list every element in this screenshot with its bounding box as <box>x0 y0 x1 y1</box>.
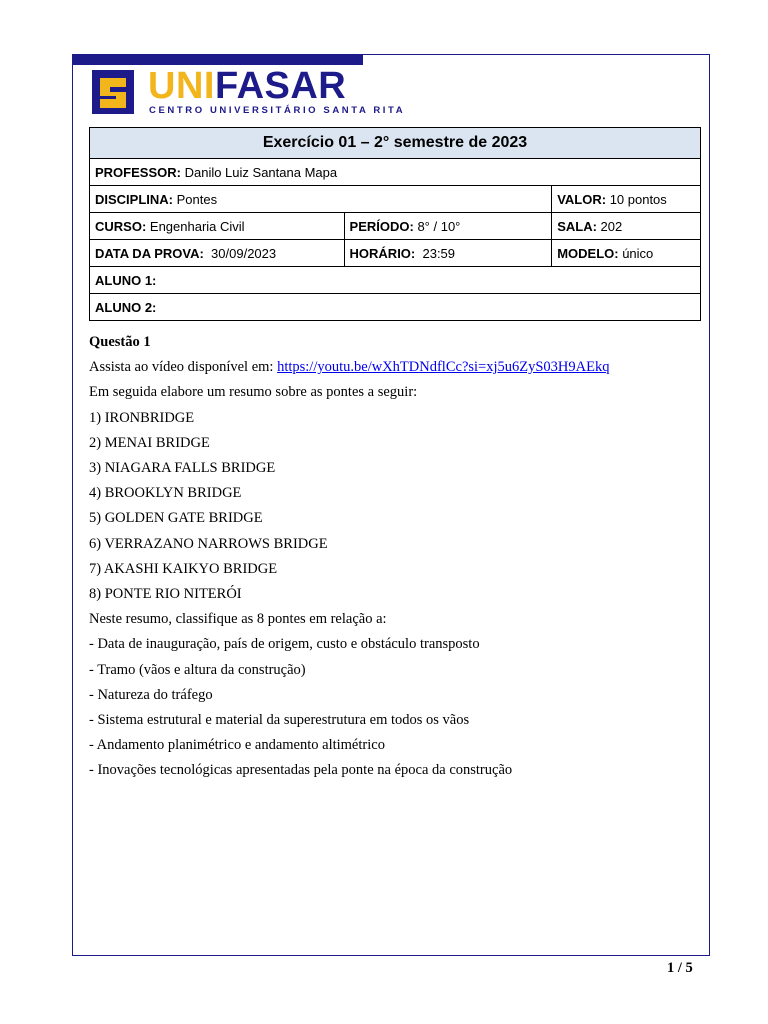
video-intro-text: Assista ao vídeo disponível em: <box>89 359 274 376</box>
data-prova-value: 30/09/2023 <box>211 245 277 261</box>
horario-label: HORÁRIO: <box>349 245 416 261</box>
aluno1-label: ALUNO 1: <box>95 272 157 288</box>
aluno2-cell[interactable] <box>90 294 701 321</box>
criteria-item: - Data de inauguração, país de origem, custo e obstáculo transposto <box>89 636 480 653</box>
periodo-cell <box>344 213 552 240</box>
criteria-item: - Andamento planimétrico e andamento altimétrico <box>89 737 385 754</box>
professor-cell <box>90 159 701 186</box>
classify-intro: Neste resumo, classifique as 8 pontes em relação a: <box>89 611 387 628</box>
curso-label: CURSO: <box>95 218 147 234</box>
data-prova-cell <box>90 240 345 267</box>
data-prova-label: DATA DA PROVA: <box>95 245 204 261</box>
sala-value: 202 <box>600 218 623 234</box>
logo-uni-text: UNI <box>148 65 215 107</box>
bridge-item: 6) VERRAZANO NARROWS BRIDGE <box>89 535 328 552</box>
criteria-item: - Tramo (vãos e altura da construção) <box>89 661 306 678</box>
question-content <box>89 330 701 784</box>
bridge-item: 5) GOLDEN GATE BRIDGE <box>89 510 263 527</box>
valor-cell <box>552 186 701 213</box>
unifasar-logo <box>92 65 406 118</box>
modelo-label: MODELO: <box>557 245 619 261</box>
logo-subtitle: CENTRO UNIVERSITÁRIO SANTA RITA <box>149 105 406 116</box>
video-instruction <box>89 355 701 380</box>
horario-cell <box>344 240 552 267</box>
periodo-value: 8° / 10° <box>417 218 461 234</box>
modelo-value: único <box>622 245 654 261</box>
logo-wordmark <box>148 64 346 108</box>
exam-title: Exercício 01 – 2° semestre de 2023 <box>90 128 701 159</box>
bridge-item: 4) BROOKLYN BRIDGE <box>89 485 242 502</box>
disciplina-label: DISCIPLINA: <box>95 191 173 207</box>
video-link[interactable]: https://youtu.be/wXhTDNdflCc?si=xj5u6ZyS03H9AEkq <box>277 359 610 376</box>
summary-instruction: Em seguida elabore um resumo sobre as pontes a seguir: <box>89 384 418 401</box>
bridge-item: 1) IRONBRIDGE <box>89 409 195 426</box>
valor-label: VALOR: <box>557 191 607 207</box>
bridge-item: 8) PONTE RIO NITERÓI <box>89 586 242 603</box>
disciplina-cell <box>90 186 552 213</box>
sala-label: SALA: <box>557 218 597 234</box>
valor-value: 10 pontos <box>609 191 667 207</box>
sala-cell <box>552 213 701 240</box>
exam-header-table <box>89 127 701 321</box>
bridge-item: 7) AKASHI KAIKYO BRIDGE <box>89 560 278 577</box>
bridge-item: 3) NIAGARA FALLS BRIDGE <box>89 460 276 477</box>
criteria-item: - Natureza do tráfego <box>89 686 213 703</box>
disciplina-value: Pontes <box>176 191 218 207</box>
modelo-cell <box>552 240 701 267</box>
curso-value: Engenharia Civil <box>149 218 245 234</box>
criteria-item: - Sistema estrutural e material da superestrutura em todos os vãos <box>89 712 470 729</box>
logo-mark-icon <box>92 70 134 114</box>
criteria-item: - Inovações tecnológicas apresentadas pela ponte na época da construção <box>89 762 513 779</box>
page-number: 1 / 5 <box>667 960 693 976</box>
aluno1-cell[interactable] <box>90 267 701 294</box>
logo-fasar-text: FASAR <box>214 65 347 107</box>
bridge-item: 2) MENAI BRIDGE <box>89 434 210 451</box>
curso-cell <box>90 213 345 240</box>
professor-value: Danilo Luiz Santana Mapa <box>184 164 338 180</box>
periodo-label: PERÍODO: <box>349 218 414 234</box>
question-title: Questão 1 <box>89 334 151 350</box>
aluno2-label: ALUNO 2: <box>95 299 157 315</box>
professor-label: PROFESSOR: <box>95 164 181 180</box>
horario-value: 23:59 <box>422 245 456 261</box>
